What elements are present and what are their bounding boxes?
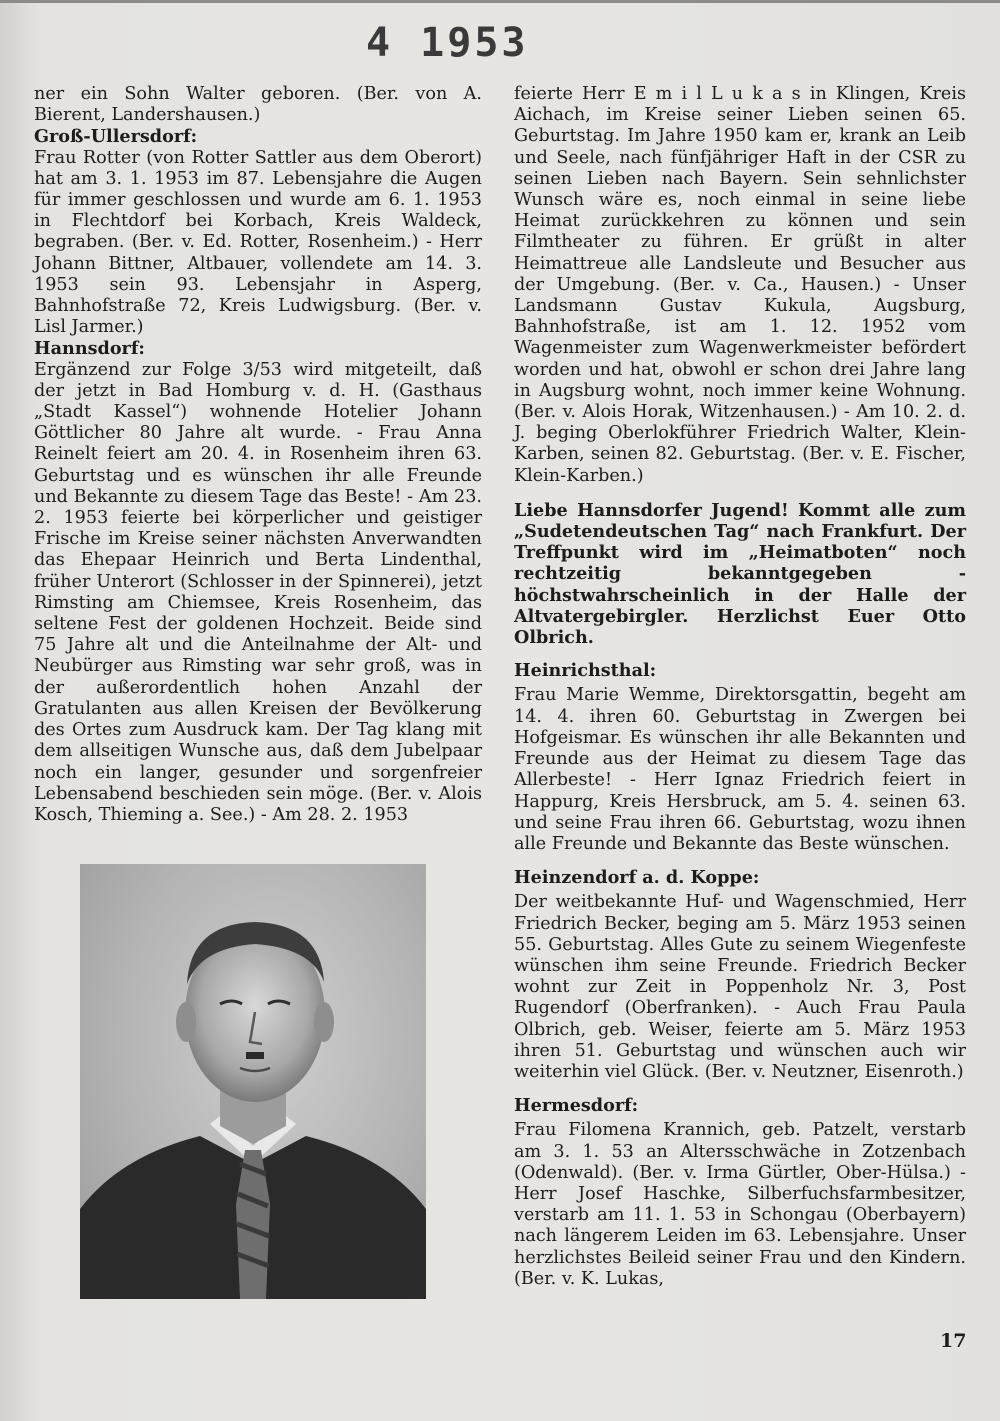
article-paragraph: Ergänzend zur Folge 3/53 wird mitgeteilt, daß der jetzt in Bad Homburg v. d. H. (Gasthaus „Stadt Kassel“) wohnende Hotelier Johann Göttlicher 80 Jahre alt wurde. - Frau Anna Reinelt feiert am 20. 4. in Rosenheim ihren 63. Geburtstag und es wünschen ihr alle Freunde und Bekannte zu diesem Tage das Beste! - Am 23. 2. 1953 feierte bei körperlicher und geistiger Frische im Kreise seiner nächsten Anverwandten das Ehepaar Heinrich und Berta Lindenthal, früher Unterort (Schlosser in der Spinnerei), jetzt Rimsting am Chiemsee, Kreis Rosenheim, das seltene Fest der goldenen Hochzeit. Beide sind 75 Jahre alt und die Anteilnahme der Alt- und Neubürger aus Rimsting war sehr groß, was in der außerordentlich hohen Anzahl der Gratulanten aus allen Kreisen der Bevölkerung des Ortes zum Ausdruck kam. Der Tag klang mit dem allseitigen Wunsche aus, daß dem Jubelpaar noch ein langer, gesunder und sorgenfreier Lebensabend beschieden sein möge. (Ber. v. Alois Kosch, Thieming a. See.) - Am 28. 2. 1953 bbox=[34, 359, 482, 825]
page-number: 17 bbox=[940, 1330, 967, 1352]
article-paragraph: ner ein Sohn Walter geboren. (Ber. von A. Bierent, Landershausen.) bbox=[34, 84, 482, 126]
issue-stamp: 4 1953 bbox=[366, 20, 529, 66]
right-column bbox=[514, 84, 966, 1290]
heading-heinzendorf: Heinzendorf a. d. Koppe: bbox=[514, 867, 760, 889]
article-paragraph: Frau Marie Wemme, Direktorsgattin, begeht am 14. 4. ihren 60. Geburtstag in Zwergen bei Hofgeismar. Es wünschen ihr alle Bekannten und Freunde aus der Heimat zu diesem Tage das Allerbeste! - Herr Ignaz Friedrich feiert in Happurg, Kreis Hersbruck, am 5. 4. seinen 63. und seine Frau ihren 66. Geburtstag, wozu ihnen alle Freunde und Bekannte das Beste wünschen. bbox=[514, 685, 966, 854]
youth-notice: Liebe Hannsdorfer Jugend! Kommt alle zum „Sudetendeutschen Tag“ nach Frankfurt. Der Treffpunkt wird im „Heimatboten“ noch rechtzeitig bekanntgegeben - höchstwahrscheinlich in der Halle der Altvatergebirgler. Herzlichst Euer Otto Olbrich. bbox=[514, 499, 966, 649]
article-paragraph: Der weitbekannte Huf- und Wagenschmied, Herr Friedrich Becker, beging am 5. März 1953 seinen 55. Geburtstag. Alles Gute zu seinem Wiegenfeste wünschen ihm seine Freunde. Friedrich Becker wohnt zur Zeit in Poppenholz Nr. 3, Post Rugendorf (Oberfranken). - Auch Frau Paula Olbrich, geb. Weiser, feierte am 5. März 1953 ihren 51. Geburtstag und wünschen auch wir weiterhin viel Glück. (Ber. v. Neutzner, Eisenroth.) bbox=[514, 892, 966, 1082]
article-paragraph: Frau Rotter (von Rotter Sattler aus dem Oberort) hat am 3. 1. 1953 im 87. Lebensjahre die Augen für immer geschlossen und wurde am 6. 1. 1953 in Flechtdorf bei Korbach, Kreis Waldeck, begraben. (Ber. v. Ed. Rotter, Rosenheim.) - Herr Johann Bittner, Altbauer, vollendete am 14. 3. 1953 sein 93. Lebensjahr in Asperg, Bahnhofstraße 72, Kreis Ludwigsburg. (Ber. v. Lisl Jarmer.) bbox=[34, 147, 482, 338]
left-column bbox=[34, 84, 482, 826]
article-paragraph: Frau Filomena Krannich, geb. Patzelt, verstarb am 3. 1. 53 an Altersschwäche in Zotzenbach (Odenwald). (Ber. v. Irma Gürtler, Ober-Hülsa.) - Herr Josef Haschke, Silberfuchsfarmbesitzer, verstarb am 11. 1. 53 in Schongau (Oberbayern) nach längerem Leiden im 63. Lebensjahre. Unser herzlichstes Beileid seiner Frau und den Kindern. (Ber. v. K. Lukas, bbox=[514, 1120, 966, 1289]
heading-hannsdorf: Hannsdorf: bbox=[34, 338, 145, 360]
portrait-photo bbox=[80, 864, 426, 1299]
article-paragraph: feierte Herr E m i l L u k a s in Klingen, Kreis Aichach, im Kreise seiner Lieben seinen 65. Geburtstag. Im Jahre 1950 kam er, krank an Leib und Seele, nach fünfjähriger Haft in der CSR zu seinen Lieben nach Bayern. Sein sehnlichster Wunsch wäre es, noch einmal in seine liebe Heimat zurückkehren zu können und sein Filmtheater zu führen. Er grüßt in alter Heimattreue alle Landsleute und Besucher aus der Umgebung. (Ber. v. Ca., Hausen.) - Unser Landsmann Gustav Kukula, Augsburg, Bahnhofstraße, ist am 1. 12. 1952 vom Wagenmeister zum Wagenwerkmeister befördert worden und hat, obwohl er schon drei Jahre lang in Augsburg wohnt, noch immer keine Wohnung. (Ber. v. Alois Horak, Witzenhausen.) - Am 10. 2. d. J. beging Oberlokführer Friedrich Walter, Klein-Karben, seinen 82. Geburtstag. (Ber. v. E. Fischer, Klein-Karben.) bbox=[514, 84, 966, 486]
page-top-edge bbox=[0, 0, 1000, 3]
portrait-illustration bbox=[80, 864, 426, 1299]
heading-gross-ullersdorf: Groß-Ullersdorf: bbox=[34, 126, 198, 148]
heading-heinrichsthal: Heinrichsthal: bbox=[514, 660, 657, 682]
heading-hermesdorf: Hermesdorf: bbox=[514, 1095, 639, 1117]
